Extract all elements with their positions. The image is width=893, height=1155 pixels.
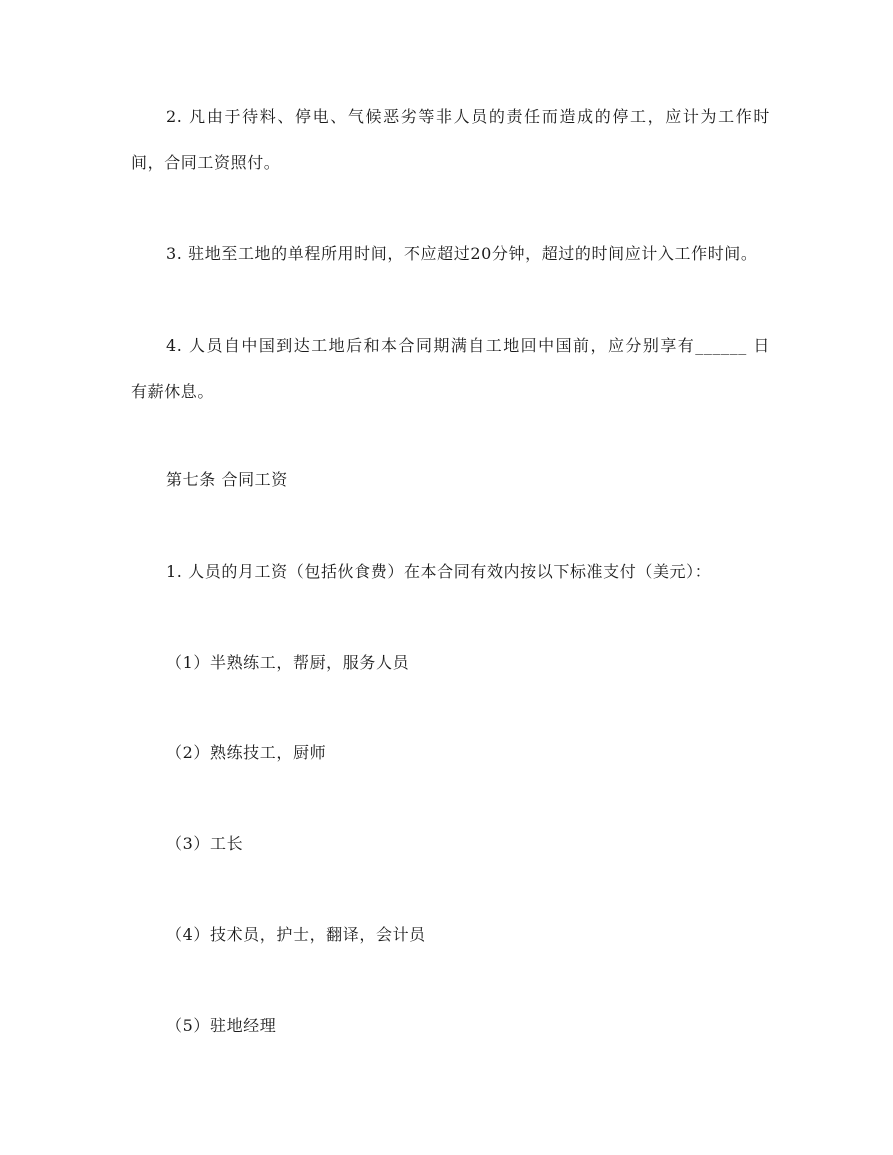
article-7-heading: 第七条 合同工资 [166, 470, 288, 489]
wage-item-4: （4）技术员，护士，翻译，会计员 [166, 925, 426, 944]
paragraph-2-line-1: 2. 凡由于待料、停电、气候恶劣等非人员的责任而造成的停工，应计为工作时 [166, 107, 770, 126]
paragraph-2-line-2: 间，合同工资照付。 [131, 153, 281, 172]
paragraph-4-line-1: 4. 人员自中国到达工地后和本合同期满自工地回中国前，应分别享有______ 日 [166, 336, 770, 355]
wage-item-5: （5）驻地经理 [166, 1016, 277, 1035]
wage-item-3: （3）工长 [166, 834, 244, 853]
wage-item-2: （2）熟练技工，厨师 [166, 743, 327, 762]
wage-item-1: （1）半熟练工，帮厨，服务人员 [166, 653, 410, 672]
paragraph-4-line-2: 有薪休息。 [131, 382, 215, 401]
article-7-paragraph-1: 1. 人员的月工资（包括伙食费）在本合同有效内按以下标准支付（美元）： [166, 562, 712, 581]
paragraph-3: 3. 驻地至工地的单程所用时间，不应超过20分钟，超过的时间应计入工作时间。 [166, 244, 758, 263]
